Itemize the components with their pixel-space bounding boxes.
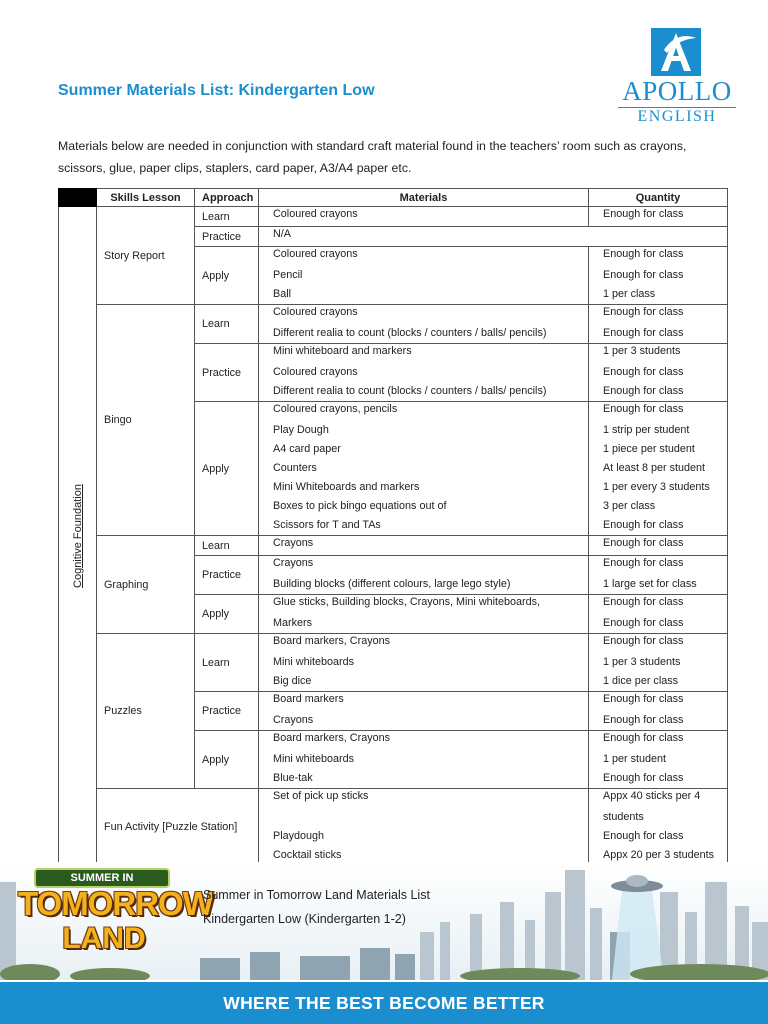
materials-cell [259, 247, 589, 305]
material-item: Play Dough [273, 424, 329, 436]
quantity-item: 1 dice per class [603, 675, 679, 687]
materials-cell [259, 634, 589, 692]
quantity-item: 1 per 3 students [603, 656, 681, 668]
material-item: Mini whiteboards [273, 753, 355, 765]
footer-title-line: Summer in Tomorrow Land Materials List [203, 888, 430, 902]
material-item: Pencil [273, 269, 303, 281]
material-item: Coloured crayons [273, 248, 358, 260]
approach-cell: Apply [195, 731, 259, 789]
materials-cell [259, 536, 589, 556]
quantity-item: Enough for class [603, 519, 684, 531]
material-item: Different realia to count (blocks / counters / balls/ pencils) [273, 385, 547, 397]
materials-cell [259, 731, 589, 789]
materials-cell [259, 344, 589, 402]
materials-cell [259, 207, 589, 227]
quantity-item: At least 8 per student [603, 462, 706, 474]
approach-cell: Apply [195, 595, 259, 634]
quantity-item: Appx 20 per 3 students [603, 849, 715, 861]
approach-cell: Learn [195, 536, 259, 556]
table-row [59, 207, 728, 227]
quantity-item: 1 per every 3 students [603, 481, 710, 493]
quantity-item: Enough for class [603, 772, 684, 784]
quantity-item: 1 per 3 students [603, 345, 681, 357]
table-row [59, 305, 728, 344]
quantity-item: Enough for class [603, 208, 684, 220]
badge-top-label: SUMMER IN [34, 868, 170, 888]
material-item: Board markers, Crayons [273, 635, 391, 647]
quantity-item: Enough for class [603, 635, 684, 647]
skills-lesson-cell: Bingo [97, 305, 195, 536]
material-item: Set of pick up sticks [273, 790, 369, 802]
quantity-cell [589, 536, 728, 556]
footer-banner [0, 862, 768, 1024]
approach-cell: Apply [195, 247, 259, 305]
approach-cell: Learn [195, 305, 259, 344]
quantity-cell [589, 402, 728, 536]
skills-lesson-cell: Story Report [97, 207, 195, 305]
quantity-item: Enough for class [603, 385, 684, 397]
quantity-item: Enough for class [603, 537, 684, 549]
quantity-item: 1 strip per student [603, 424, 690, 436]
material-item: Building blocks (different colours, large lego style) [273, 578, 511, 590]
material-item: Blue-tak [273, 772, 313, 784]
materials-cell [259, 305, 589, 344]
header-blank-cell [59, 189, 97, 207]
header-quantity: Quantity [589, 189, 728, 207]
quantity-cell [589, 207, 728, 227]
table-header-row [59, 189, 728, 207]
material-item: Playdough [273, 830, 325, 842]
quantity-item: Enough for class [603, 830, 684, 842]
quantity-cell [589, 789, 728, 866]
category-label: Cognitive Foundation [71, 484, 84, 588]
badge-land-label: LAND [62, 922, 146, 955]
quantity-cell [589, 344, 728, 402]
apollo-logo [614, 28, 740, 128]
page-title: Summer Materials List: Kindergarten Low [58, 82, 375, 99]
quantity-item: Enough for class [603, 557, 684, 569]
material-item [266, 808, 581, 827]
material-item: Different realia to count (blocks / counters / balls/ pencils) [273, 327, 547, 339]
approach-cell: Practice [195, 692, 259, 731]
material-item: Scissors for T and TAs [273, 519, 381, 531]
quantity-cell [589, 595, 728, 634]
quantity-item: Enough for class [603, 403, 684, 415]
material-item: A4 card paper [273, 443, 341, 455]
quantity-item: Appx 40 sticks per 4 [603, 790, 701, 802]
material-item: Cocktail sticks [273, 849, 342, 861]
quantity-item: 1 per student [603, 753, 667, 765]
apollo-a-icon [651, 28, 701, 76]
approach-cell: Practice [195, 227, 259, 247]
material-item: Coloured crayons [273, 366, 358, 378]
approach-cell: Learn [195, 634, 259, 692]
material-item: Mini whiteboard and markers [273, 345, 412, 357]
materials-table [58, 188, 728, 866]
slogan-bar: WHERE THE BEST BECOME BETTER [0, 982, 768, 1024]
materials-cell [259, 402, 589, 536]
material-item: Mini whiteboards [273, 656, 355, 668]
material-item: Board markers [273, 693, 344, 705]
quantity-cell [589, 692, 728, 731]
materials-cell [259, 789, 589, 866]
material-item: Coloured crayons, pencils [273, 403, 398, 415]
quantity-cell [589, 731, 728, 789]
material-item: Glue sticks, Building blocks, Crayons, Mini whiteboards, [273, 596, 541, 608]
skills-lesson-cell: Graphing [97, 536, 195, 634]
approach-cell: Practice [195, 344, 259, 402]
quantity-cell [589, 556, 728, 595]
header-approach: Approach [195, 189, 259, 207]
quantity-item: 1 per class [603, 288, 656, 300]
quantity-cell [589, 247, 728, 305]
material-item: Crayons [273, 537, 314, 549]
material-item: Crayons [273, 714, 314, 726]
quantity-cell [589, 305, 728, 344]
approach-cell: Apply [195, 402, 259, 536]
quantity-item: Enough for class [603, 732, 684, 744]
materials-cell [259, 227, 728, 247]
approach-cell: Practice [195, 556, 259, 595]
material-item: Big dice [273, 675, 312, 687]
material-item: N/A [273, 228, 291, 240]
quantity-item: students [603, 811, 644, 823]
quantity-cell [589, 634, 728, 692]
table-row [59, 634, 728, 692]
material-item: Crayons [273, 557, 314, 569]
tomorrow-land-badge [18, 868, 213, 966]
table-row [59, 536, 728, 556]
skills-lesson-cell: Fun Activity [Puzzle Station] [97, 789, 259, 866]
quantity-item: 3 per class [603, 500, 656, 512]
material-item: Markers [273, 617, 312, 629]
logo-subtitle: ENGLISH [637, 108, 717, 125]
quantity-item: Enough for class [603, 327, 684, 339]
quantity-item: Enough for class [603, 366, 684, 378]
logo-wordmark: APOLLO [622, 76, 732, 106]
badge-main-label: TOMORROW [18, 885, 213, 922]
quantity-item: Enough for class [603, 693, 684, 705]
materials-cell [259, 556, 589, 595]
quantity-item: Enough for class [603, 617, 684, 629]
intro-paragraph: Materials below are needed in conjunction with standard craft material found in the teachers’ room such as crayons, scissors, glue, paper clips, staplers, card paper, A3/A4 paper etc. [58, 139, 687, 175]
category-cell [59, 207, 97, 866]
quantity-item: 1 large set for class [603, 578, 697, 590]
material-item: Coloured crayons [273, 306, 358, 318]
quantity-item: Enough for class [603, 248, 684, 260]
material-item: Board markers, Crayons [273, 732, 391, 744]
footer-subtitle-line: Kindergarten Low (Kindergarten 1-2) [203, 912, 406, 926]
header-materials: Materials [259, 189, 589, 207]
skills-lesson-cell: Puzzles [97, 634, 195, 789]
quantity-item: Enough for class [603, 269, 684, 281]
approach-cell: Learn [195, 207, 259, 227]
material-item: Counters [273, 462, 317, 474]
material-item: Boxes to pick bingo equations out of [273, 500, 447, 512]
quantity-item: 1 piece per student [603, 443, 695, 455]
quantity-item: Enough for class [603, 306, 684, 318]
materials-cell [259, 595, 589, 634]
materials-cell [259, 692, 589, 731]
quantity-item: Enough for class [603, 714, 684, 726]
table-row [59, 789, 728, 866]
material-item: Mini Whiteboards and markers [273, 481, 420, 493]
header-skills-lesson: Skills Lesson [97, 189, 195, 207]
quantity-item: Enough for class [603, 596, 684, 608]
material-item: Ball [273, 288, 292, 300]
material-item: Coloured crayons [273, 208, 358, 220]
